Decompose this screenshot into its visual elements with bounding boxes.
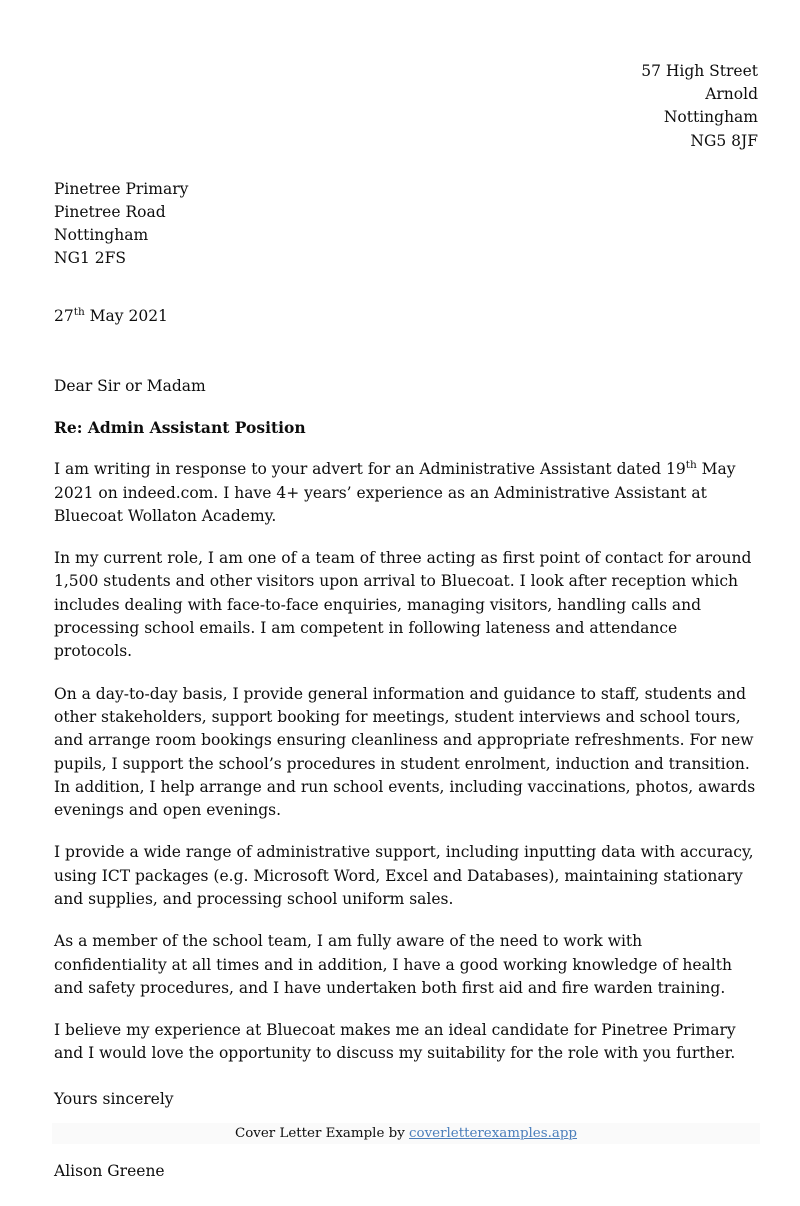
subject-line: Re: Admin Assistant Position <box>54 418 306 438</box>
recipient-address-block <box>54 178 758 271</box>
closing-salutation: Yours sincerely <box>54 1089 174 1108</box>
sender-address-line-3: Nottingham <box>663 108 758 127</box>
paragraph-1-text-before: I am writing in response to your advert for an Administrative Assistant dated 19 <box>54 460 686 479</box>
salutation: Dear Sir or Madam <box>54 376 206 395</box>
sender-address-line-2: Arnold <box>705 85 758 104</box>
date-rest: May 2021 <box>84 306 168 325</box>
sender-address-line-4: NG5 8JF <box>690 131 758 150</box>
body-paragraph-6: I believe my experience at Bluecoat makes me an ideal candidate for Pinetree Primary and I would love the opportunity to discuss my suitability for the role with you further. <box>54 1021 736 1063</box>
paragraph-1-ordinal-suffix: th <box>685 459 697 472</box>
body-paragraph-2: In my current role, I am one of a team of three acting as first point of contact for around 1,500 students and other visitors upon arrival to Bluecoat. I look after reception which includes dealing with face-to-face enquiries, managing visitors, handling calls and processing school emails. I am competent in following lateness and attendance protocols. <box>54 549 752 661</box>
footer-website-link[interactable]: coverletterexamples.app <box>409 1126 577 1141</box>
footer-attribution <box>52 1123 760 1144</box>
signature-name: Alison Greene <box>54 1161 165 1180</box>
sender-address-line-1: 57 High Street <box>641 62 758 80</box>
body-paragraph-5: As a member of the school team, I am fully aware of the need to work with confidentiality at all times and in addition, I have a good working knowledge of health and safety procedures, and I have undertaken both first aid and fire warden training. <box>54 932 732 997</box>
recipient-address-line-4: NG1 2FS <box>54 249 126 268</box>
letter-content <box>54 0 758 1183</box>
letter-date <box>54 305 758 328</box>
recipient-address-line-3: Nottingham <box>54 226 149 245</box>
body-paragraph-3: On a day-to-day basis, I provide general information and guidance to staff, students and other stakeholders, support booking for meetings, student interviews and school tours, and arrange room bookings ensuring cleanliness and appropriate refreshments. For new pupils, I support the school’s procedures in student enrolment, induction and transition. In addition, I help arrange and run school events, including vaccinations, photos, awards evenings and open evenings. <box>54 684 756 820</box>
body-paragraph-1 <box>54 458 758 528</box>
recipient-address-line-2: Pinetree Road <box>54 203 166 222</box>
sender-address-block <box>54 0 758 153</box>
date-day: 27 <box>54 306 74 325</box>
body-paragraph-4: I provide a wide range of administrative support, including inputting data with accuracy, using ICT packages (e.g. Microsoft Word, Excel and Databases), maintaining stationary and supplies, and processing school uniform sales. <box>54 843 754 908</box>
recipient-address-line-1: Pinetree Primary <box>54 179 189 198</box>
footer-prefix-text: Cover Letter Example by <box>234 1126 410 1141</box>
paragraph-1-text-after: May 2021 on indeed.com. I have 4+ years’ experience as an Administrative Assistant at Bluecoat Wollaton Academy. <box>54 460 736 525</box>
date-ordinal-suffix: th <box>73 305 85 318</box>
